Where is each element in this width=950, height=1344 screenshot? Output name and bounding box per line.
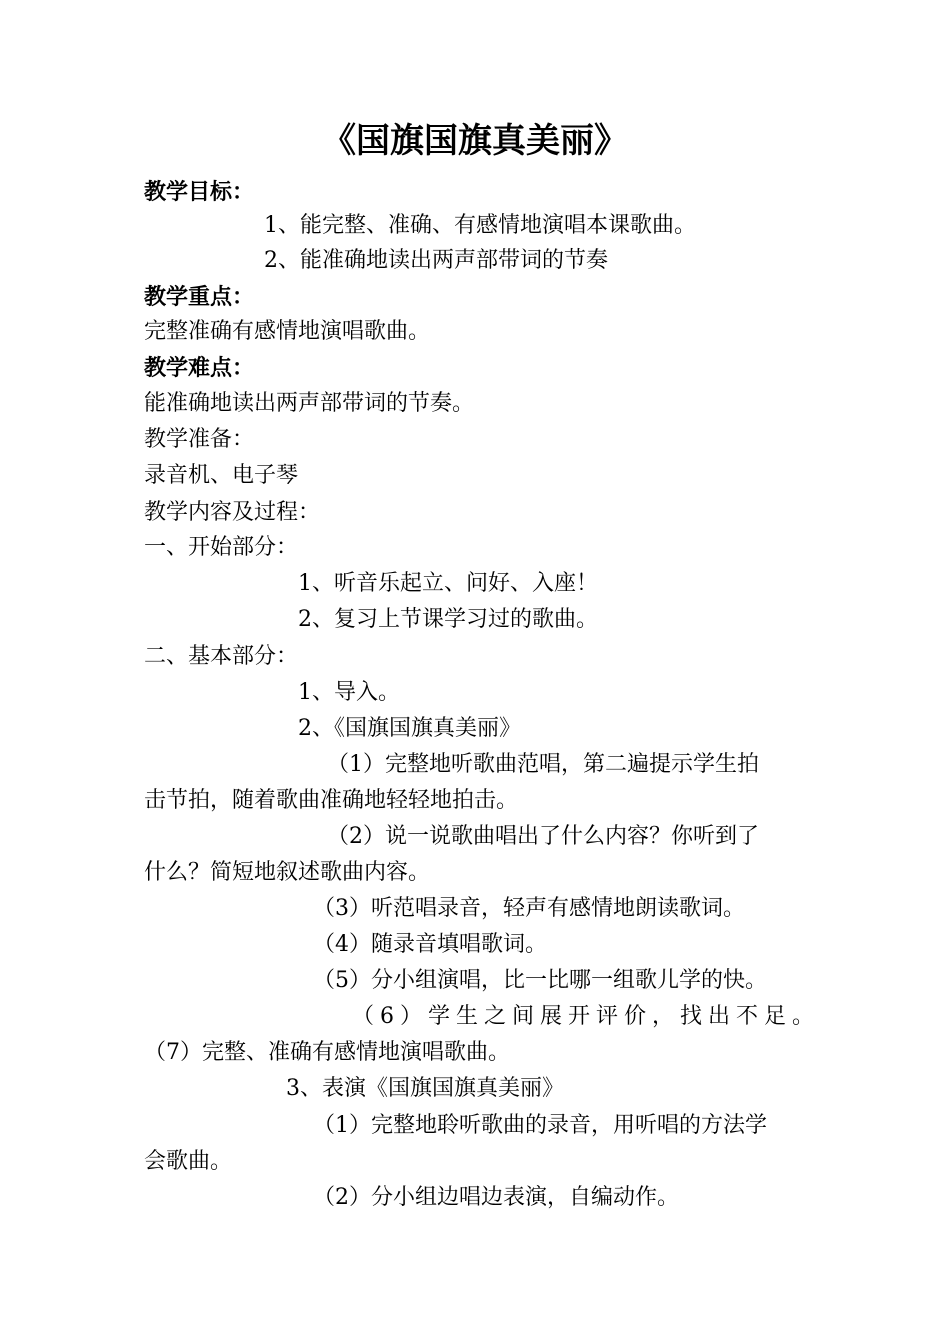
step-7: （7）完整、准确有感情地演唱歌曲。 <box>144 1040 510 1065</box>
heading-key-points: 教学重点： <box>144 284 255 310</box>
step-1-line-1: （1）完整地听歌曲范唱，第二遍提示学生拍 <box>327 752 759 777</box>
basic-item-1: 1、导入。 <box>298 680 400 705</box>
step-2-line-1: （2）说一说歌曲唱出了什么内容？你听到了 <box>327 824 759 849</box>
step-4: （4）随录音填唱歌词。 <box>313 932 547 957</box>
document-title: 《国旗国旗真美丽》 <box>322 121 628 161</box>
step-2-line-2: 什么？简短地叙述歌曲内容。 <box>144 860 431 885</box>
basic-item-2: 2、《国旗国旗真美丽》 <box>298 716 521 741</box>
goal-item-1: 1、能完整、准确、有感情地演唱本课歌曲。 <box>264 213 696 238</box>
heading-teaching-goals: 教学目标： <box>144 179 255 205</box>
section-opening: 一、开始部分： <box>144 535 299 560</box>
opening-item-2: 2、复习上节课学习过的歌曲。 <box>298 607 598 632</box>
heading-preparation: 教学准备： <box>144 427 255 452</box>
step-6: （6）学生之间展开评价，找出不足。 <box>352 1004 820 1029</box>
perform-step-2: （2）分小组边唱边表演，自编动作。 <box>313 1185 679 1210</box>
step-1-line-2: 击节拍，随着歌曲准确地轻轻地拍击。 <box>144 788 519 813</box>
step-3: （3）听范唱录音，轻声有感情地朗读歌词。 <box>313 896 745 921</box>
perform-step-1-line-2: 会歌曲。 <box>144 1149 233 1174</box>
key-points-text: 完整准确有感情地演唱歌曲。 <box>144 319 431 344</box>
preparation-text: 录音机、电子琴 <box>144 463 299 488</box>
heading-content-process: 教学内容及过程： <box>144 500 321 525</box>
perform-step-1-line-1: （1）完整地聆听歌曲的录音，用听唱的方法学 <box>313 1113 767 1138</box>
difficulties-text: 能准确地读出两声部带词的节奏。 <box>144 391 475 416</box>
goal-item-2: 2、能准确地读出两声部带词的节奏 <box>264 248 608 273</box>
opening-item-1: 1、听音乐起立、问好、入座！ <box>298 571 598 596</box>
section-basic: 二、基本部分： <box>144 644 299 669</box>
step-5: （5）分小组演唱，比一比哪一组歌儿学的快。 <box>313 968 767 993</box>
heading-difficulties: 教学难点： <box>144 355 255 381</box>
basic-item-3: 3、表演《国旗国旗真美丽》 <box>286 1076 564 1101</box>
